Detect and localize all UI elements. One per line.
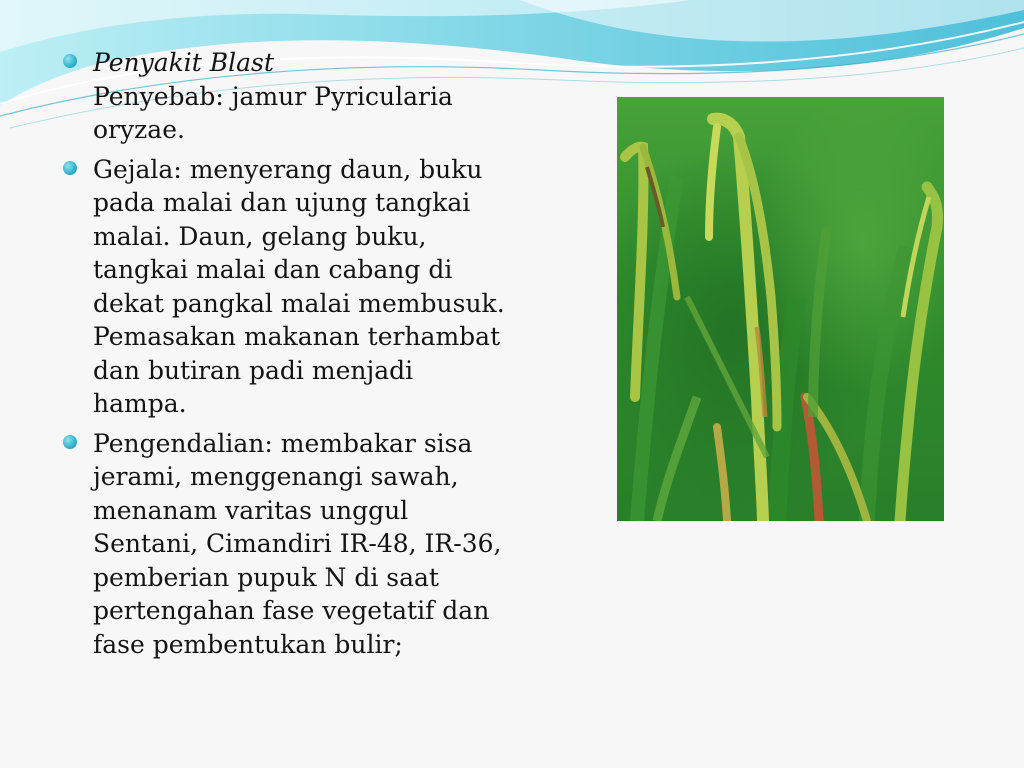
bullet-line: Pengendalian: membakar sisa — [93, 428, 473, 458]
rice-blast-photo — [617, 97, 944, 521]
bullet-line: oryzae. — [93, 115, 185, 144]
bullet-line: menanam varitas unggul — [93, 495, 409, 525]
bullet-line: fase pembentukan bulir; — [93, 629, 403, 659]
bullet-line: malai. Daun, gelang buku, — [93, 221, 427, 251]
bullet-line: Gejala: menyerang daun, buku — [93, 154, 483, 184]
disease-title: Penyakit Blast — [93, 48, 274, 77]
bullet-line: pertengahan fase vegetatif dan — [93, 596, 490, 625]
bullet-icon — [63, 54, 77, 68]
bullet-line: dekat pangkal malai membusuk. — [93, 288, 505, 318]
bullet-line: Sentani, Cimandiri IR-48, IR-36, — [93, 529, 502, 558]
bullet-item — [62, 46, 562, 147]
bullet-line: dan butiran padi menjadi — [93, 355, 414, 385]
bullet-icon — [63, 161, 77, 175]
bullet-line: pemberian pupuk N di saat — [93, 562, 439, 592]
bullet-line: hampa. — [93, 389, 187, 418]
bullet-line: jerami, menggenangi sawah, — [93, 462, 459, 491]
bullet-item — [62, 427, 562, 662]
bullet-line: Pemasakan makanan terhambat — [93, 322, 501, 351]
bullet-item — [62, 153, 562, 421]
bullet-line: Penyebab: jamur Pyricularia — [93, 81, 453, 111]
bullet-list — [62, 46, 562, 667]
bullet-line: pada malai dan ujung tangkai — [93, 188, 471, 217]
bullet-line: tangkai malai dan cabang di — [93, 255, 453, 284]
bullet-icon — [63, 435, 77, 449]
